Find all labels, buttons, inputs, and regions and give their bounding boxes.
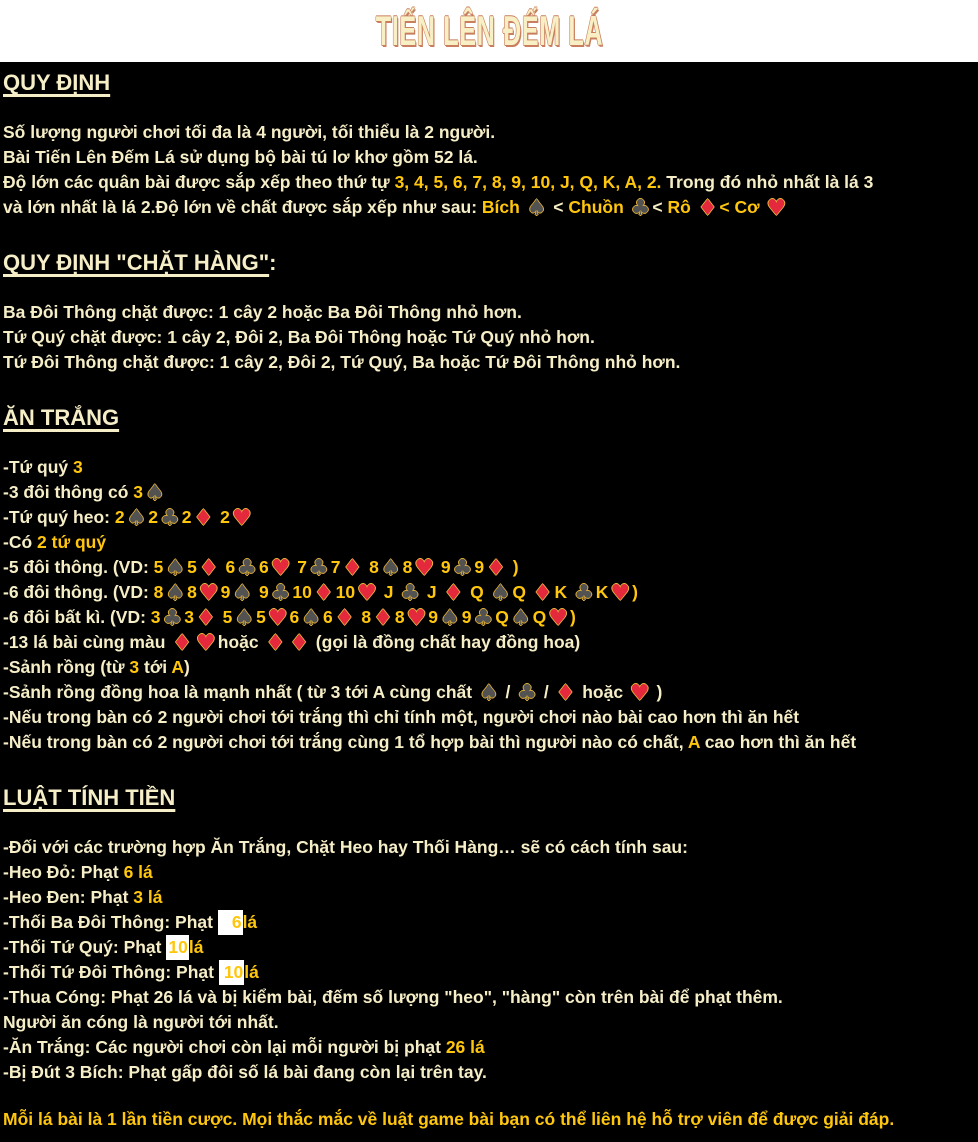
heart-icon: ♥ xyxy=(548,606,568,631)
text-segment: 3 xyxy=(150,607,161,627)
text-segment: lá xyxy=(188,937,204,957)
text-segment: K xyxy=(554,582,573,602)
text-segment: tới xyxy=(139,657,172,677)
diamond-icon: ♦ xyxy=(313,581,334,606)
diamond-icon: ♦ xyxy=(196,606,216,631)
rule-line xyxy=(3,860,974,885)
text-segment: ) xyxy=(569,607,576,627)
text-segment: 3 xyxy=(184,607,194,627)
rule-line xyxy=(3,480,974,505)
text-segment: 8 xyxy=(394,607,405,627)
club-icon: ♣ xyxy=(237,556,257,581)
text-segment: 3, 4, 5, 6, 7, 8, 9, 10, J, Q, K, A, 2. xyxy=(394,172,662,192)
text-segment: và lớn nhất là lá 2.Độ lớn về chất được sắp xếp như sau: xyxy=(3,197,482,217)
section-heading-quy-dinh xyxy=(3,70,974,96)
text-segment: 7 xyxy=(330,557,341,577)
text-segment: hoặc xyxy=(577,682,628,702)
text-segment: -Heo Đen: Phạt xyxy=(3,887,134,907)
heart-icon: ♥ xyxy=(231,506,252,531)
text-segment: (gọi là đồng chất hay đồng hoa) xyxy=(310,632,581,652)
club-icon: ♣ xyxy=(309,556,329,581)
spade-icon: ♠ xyxy=(126,506,147,531)
section-heading-luat-tinh-tien xyxy=(3,785,974,811)
rule-line xyxy=(3,1010,974,1035)
text-segment: / xyxy=(539,682,554,702)
page-title: TIẾN LÊN ĐẾM LÁ xyxy=(375,7,603,54)
text-segment: -Có xyxy=(3,532,38,552)
diamond-icon: ♦ xyxy=(172,631,193,656)
club-icon: ♣ xyxy=(630,196,651,221)
text-segment: 6 xyxy=(289,607,300,627)
rule-lines xyxy=(3,455,974,755)
rule-line xyxy=(3,730,974,755)
text-segment: -Thua Cóng: Phạt 26 lá và bị kiểm bài, đếm số lượng "heo", "hàng" còn trên bài để phạt thêm. xyxy=(3,987,783,1007)
rule-lines xyxy=(3,835,974,1085)
section-an-trang xyxy=(3,405,974,755)
text-segment: -Tứ quý heo: xyxy=(3,507,115,527)
rule-line xyxy=(3,935,974,960)
heart-icon: ♥ xyxy=(270,556,291,581)
rule-lines xyxy=(3,300,974,375)
text-segment: 2 tứ quý xyxy=(37,532,107,552)
text-segment: Chuồn xyxy=(568,197,629,217)
text-segment: hoặc xyxy=(217,632,264,652)
highlight-box: 6 xyxy=(218,910,243,935)
diamond-icon: ♦ xyxy=(265,631,286,656)
rule-line xyxy=(3,1060,974,1085)
text-segment: 5 xyxy=(187,557,197,577)
diamond-icon: ♦ xyxy=(532,581,553,606)
heart-icon: ♥ xyxy=(414,556,435,581)
text-segment: -Thối Tứ Đôi Thông: Phạt xyxy=(3,962,219,982)
heading-suffix: : xyxy=(269,250,277,275)
text-segment: -3 đôi thông có xyxy=(3,482,134,502)
text-segment: 2 xyxy=(215,507,230,527)
text-segment: -Nếu trong bàn có 2 người chơi tới trắng thì chỉ tính một, người chơi nào bài cao hơn thì ăn hết xyxy=(3,707,800,727)
spade-icon: ♠ xyxy=(232,581,253,606)
club-icon: ♣ xyxy=(160,506,180,531)
text-segment: cao hơn thì ăn hết xyxy=(699,732,857,752)
text-segment: -Ăn Trắng: Các người chơi còn lại mỗi người bị phạt xyxy=(3,1037,446,1057)
text-segment: 26 lá xyxy=(445,1037,485,1057)
text-segment: Q xyxy=(532,607,547,627)
text-segment: ) xyxy=(507,557,519,577)
text-segment: -13 lá bài cùng màu xyxy=(3,632,171,652)
highlight-box: 10 xyxy=(166,935,188,960)
rule-line xyxy=(3,910,974,935)
heart-icon: ♥ xyxy=(629,681,650,706)
text-segment: -Heo Đỏ: Phạt xyxy=(3,862,124,882)
rule-line xyxy=(3,1035,974,1060)
text-segment: 6 xyxy=(323,607,333,627)
text-segment: 9 xyxy=(220,582,231,602)
diamond-icon: ♦ xyxy=(334,606,355,631)
heart-icon: ♥ xyxy=(357,581,377,606)
section-heading-chat-hang xyxy=(3,250,974,276)
heading-text: QUY ĐỊNH "CHẶT HÀNG" xyxy=(3,250,270,275)
text-segment: Số lượng người chơi tối đa là 4 người, tối thiểu là 2 người. xyxy=(3,122,496,142)
text-segment: 6 lá xyxy=(123,862,153,882)
text-segment: ) xyxy=(184,657,190,677)
text-segment: -Bị Đút 3 Bích: Phạt gấp đôi số lá bài đang còn lại trên tay. xyxy=(3,1062,487,1082)
heading-text: LUẬT TÍNH TIỀN xyxy=(3,785,176,810)
text-segment: 8 xyxy=(187,582,197,602)
footer-note: Mỗi lá bài là 1 lần tiền cược. Mọi thắc mắc về luật game bài bạn có thể liên hệ hỗ trợ viên để được giải đáp. xyxy=(3,1109,895,1129)
text-segment: lá xyxy=(242,912,258,932)
rule-line xyxy=(3,120,974,145)
rule-line xyxy=(3,960,974,985)
rule-line xyxy=(3,530,974,555)
text-segment: 2 xyxy=(181,507,192,527)
heart-icon: ♥ xyxy=(610,581,631,606)
rule-lines xyxy=(3,120,974,220)
rule-line xyxy=(3,145,974,170)
club-icon: ♣ xyxy=(162,606,183,631)
heart-icon: ♥ xyxy=(196,631,216,656)
heading-text: ĂN TRẮNG xyxy=(3,405,120,430)
rule-line xyxy=(3,555,974,580)
diamond-icon: ♦ xyxy=(373,606,393,631)
rule-line xyxy=(3,300,974,325)
rule-line xyxy=(3,655,974,680)
text-segment: 6 xyxy=(258,557,269,577)
text-segment: 8 xyxy=(153,582,164,602)
text-segment: 9 xyxy=(461,607,472,627)
rule-line xyxy=(3,835,974,860)
club-icon: ♣ xyxy=(452,556,473,581)
text-segment: -Tứ quý xyxy=(3,457,74,477)
rule-line xyxy=(3,195,974,220)
text-segment: Q xyxy=(465,582,489,602)
text-segment: 10 xyxy=(335,582,356,602)
text-segment: Tứ Quý chặt được: 1 cây 2, Đôi 2, Ba Đôi Thông hoặc Tứ Quý nhỏ hơn. xyxy=(3,327,595,347)
diamond-icon: ♦ xyxy=(193,506,214,531)
text-segment: 8 xyxy=(356,607,372,627)
spade-icon: ♠ xyxy=(380,556,401,581)
text-segment: 9 xyxy=(428,607,439,627)
text-segment: 3 lá xyxy=(133,887,163,907)
text-segment: 8 xyxy=(364,557,379,577)
diamond-icon: ♦ xyxy=(486,556,506,581)
rule-line xyxy=(3,680,974,705)
heart-icon: ♥ xyxy=(406,606,427,631)
rule-line xyxy=(3,985,974,1010)
text-segment: Rô xyxy=(667,197,696,217)
highlight-box: 10 xyxy=(219,960,244,985)
spade-icon: ♠ xyxy=(490,581,511,606)
section-chat-hang xyxy=(3,250,974,375)
text-segment: 5 xyxy=(256,607,266,627)
text-segment: < xyxy=(652,197,668,217)
text-segment: A xyxy=(687,732,700,752)
text-segment: -Đối với các trường hợp Ăn Trắng, Chặt Heo hay Thối Hàng… sẽ có cách tính sau: xyxy=(3,837,688,857)
text-segment: 3 xyxy=(129,657,140,677)
text-segment: -Thối Tứ Quý: Phạt xyxy=(3,937,167,957)
rule-line xyxy=(3,705,974,730)
spade-icon: ♠ xyxy=(478,681,499,706)
text-segment: Ba Đôi Thông chặt được: 1 cây 2 hoặc Ba Đôi Thông nhỏ hơn. xyxy=(3,302,522,322)
text-segment: Q xyxy=(512,582,531,602)
text-segment: -Thối Ba Đôi Thông: Phạt xyxy=(3,912,218,932)
text-segment: -Sảnh rồng (từ xyxy=(3,657,130,677)
text-segment: 7 xyxy=(292,557,308,577)
rule-line xyxy=(3,605,974,630)
diamond-icon: ♦ xyxy=(289,631,309,656)
rule-line xyxy=(3,885,974,910)
text-segment: 2 xyxy=(148,507,159,527)
diamond-icon: ♦ xyxy=(697,196,718,221)
club-icon: ♣ xyxy=(517,681,538,706)
diamond-icon: ♦ xyxy=(198,556,219,581)
spade-icon: ♠ xyxy=(510,606,531,631)
text-segment: 5 xyxy=(217,607,233,627)
text-segment: 2 xyxy=(114,507,125,527)
diamond-icon: ♦ xyxy=(342,556,363,581)
section-luat-tinh-tien xyxy=(3,785,974,1085)
text-segment: 3 xyxy=(133,482,143,502)
heart-icon: ♥ xyxy=(766,196,787,221)
diamond-icon: ♦ xyxy=(443,581,464,606)
spade-icon: ♠ xyxy=(165,556,186,581)
text-segment: / xyxy=(500,682,516,702)
rule-line xyxy=(3,630,974,655)
heart-icon: ♥ xyxy=(267,606,288,631)
text-segment: Tứ Đôi Thông chặt được: 1 cây 2, Đôi 2, Tứ Quý, Ba hoặc Tứ Đôi Thông nhỏ hơn. xyxy=(3,352,681,372)
spade-icon: ♠ xyxy=(145,481,165,506)
text-segment: 10 xyxy=(292,582,312,602)
text-segment: -6 đôi thông. (VD: xyxy=(3,582,154,602)
section-quy-dinh xyxy=(3,70,974,220)
rule-line xyxy=(3,325,974,350)
text-segment: -6 đôi bất kì. (VD: xyxy=(3,607,151,627)
club-icon: ♣ xyxy=(574,581,594,606)
spade-icon: ♠ xyxy=(234,606,255,631)
rule-line xyxy=(3,505,974,530)
spade-icon: ♠ xyxy=(165,581,186,606)
text-segment: Người ăn cóng là người tới nhất. xyxy=(3,1012,279,1032)
text-segment: < xyxy=(548,197,569,217)
text-segment: -5 đôi thông. (VD: xyxy=(3,557,154,577)
spade-icon: ♠ xyxy=(526,196,547,221)
text-segment: K xyxy=(595,582,609,602)
club-icon: ♣ xyxy=(400,581,421,606)
club-icon: ♣ xyxy=(473,606,494,631)
rule-line xyxy=(3,455,974,480)
diamond-icon: ♦ xyxy=(555,681,576,706)
text-segment: 9 xyxy=(254,582,269,602)
rule-line xyxy=(3,350,974,375)
text-segment: -Sảnh rồng đồng hoa là mạnh nhất ( từ 3 tới A cùng chất xyxy=(3,682,477,702)
rule-line xyxy=(3,580,974,605)
text-segment: Bích xyxy=(481,197,525,217)
text-segment: J xyxy=(378,582,399,602)
text-segment: 3 xyxy=(73,457,83,477)
text-segment: < Cơ xyxy=(719,197,765,217)
spade-icon: ♠ xyxy=(301,606,322,631)
text-segment: 6 xyxy=(220,557,236,577)
text-segment: lá xyxy=(244,962,259,982)
text-segment: -Nếu trong bàn có 2 người chơi tới trắng cùng 1 tổ hợp bài thì người nào có chất, xyxy=(3,732,688,752)
heading-text: QUY ĐỊNH xyxy=(3,70,111,95)
text-segment: 5 xyxy=(153,557,164,577)
title-banner xyxy=(0,0,978,62)
club-icon: ♣ xyxy=(270,581,291,606)
heart-icon: ♥ xyxy=(198,581,219,606)
text-segment: 9 xyxy=(436,557,451,577)
text-segment: ) xyxy=(651,682,663,702)
text-segment: 9 xyxy=(474,557,485,577)
text-segment: J xyxy=(422,582,442,602)
rules-content xyxy=(0,70,978,1132)
section-heading-an-trang xyxy=(3,405,974,431)
text-segment: Q xyxy=(495,607,509,627)
spade-icon: ♠ xyxy=(440,606,460,631)
text-segment: Độ lớn các quân bài được sắp xếp theo thứ tự xyxy=(3,172,395,192)
text-segment: 8 xyxy=(402,557,413,577)
text-segment: Bài Tiến Lên Đếm Lá sử dụng bộ bài tú lơ khơ gồm 52 lá. xyxy=(3,147,478,167)
text-segment: ) xyxy=(632,582,638,602)
rule-line xyxy=(3,170,974,195)
text-segment: Trong đó nhỏ nhất là lá 3 xyxy=(661,172,874,192)
text-segment: A xyxy=(171,657,184,677)
